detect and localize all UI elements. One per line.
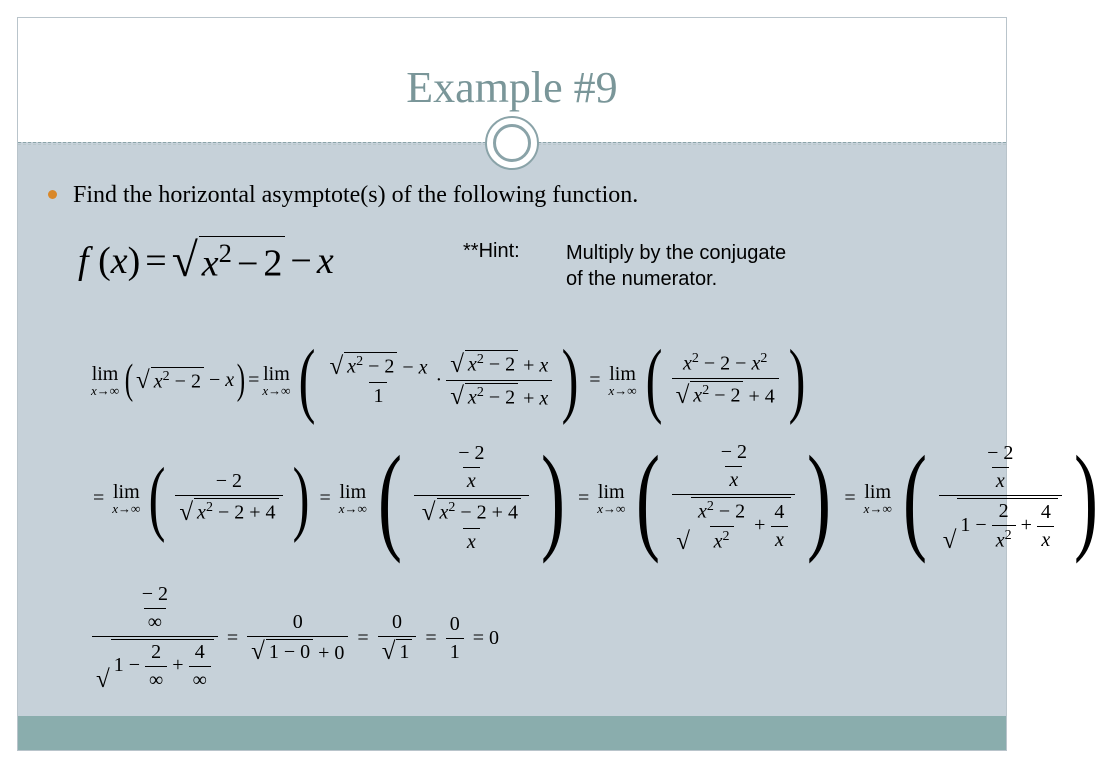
circle-ornament-icon	[485, 116, 539, 170]
bullet-dot-icon	[48, 190, 57, 199]
equation-line-1: lim x→∞ ( √ $x^2 - 2$ − x ) = lim x→∞ ( √ $x^2 - 2$ − x 1 · √ $x^2 - 2$ + x √ $x^2 - 2$ + x ) = lim x→∞ ( $x^2 - 2 - x^2$ √ $x^2 - 2$ + 4 )	[91, 333, 806, 426]
equation-line-2: = lim x→∞ ( − 2 √ $x^2 - 2 + 4$ ) = lim x→∞ ( $\frac{- 2}{x}$ √ $x^2 - 2 + 4$ x ) = lim x→∞ ( $\frac{- 2}{x}$ √ $\frac{x^2 - 2}{x^2}$ + $\frac{4}{x}$ ) = lim x→∞ ( $\frac{- 2}{x}$ √ 1 − $\frac{2}{x^2}$ + $\frac{4}{x}$ )	[93, 431, 1098, 564]
hint-label: **Hint:	[463, 240, 520, 262]
footer-bar	[18, 716, 1006, 750]
bullet-item	[48, 181, 638, 210]
hint-text: Multiply by the conjugate of the numerator.	[566, 242, 787, 290]
slide	[17, 17, 1098, 751]
slide-title: Example #9	[406, 63, 618, 112]
function-definition: f ( x ) = √ $x^2 - 2$ − x	[78, 235, 334, 288]
bullet-text: Find the horizontal asymptote(s) of the following function.	[73, 182, 639, 208]
equation-line-3: $\frac{- 2}{\infty}$ √ 1 − $\frac{2}{\infty}$ + $\frac{4}{\infty}$ = 0 √ 1 − 0 + 0 = 0 √ 1 = $\frac{0}{1}$ = 0	[88, 578, 499, 698]
